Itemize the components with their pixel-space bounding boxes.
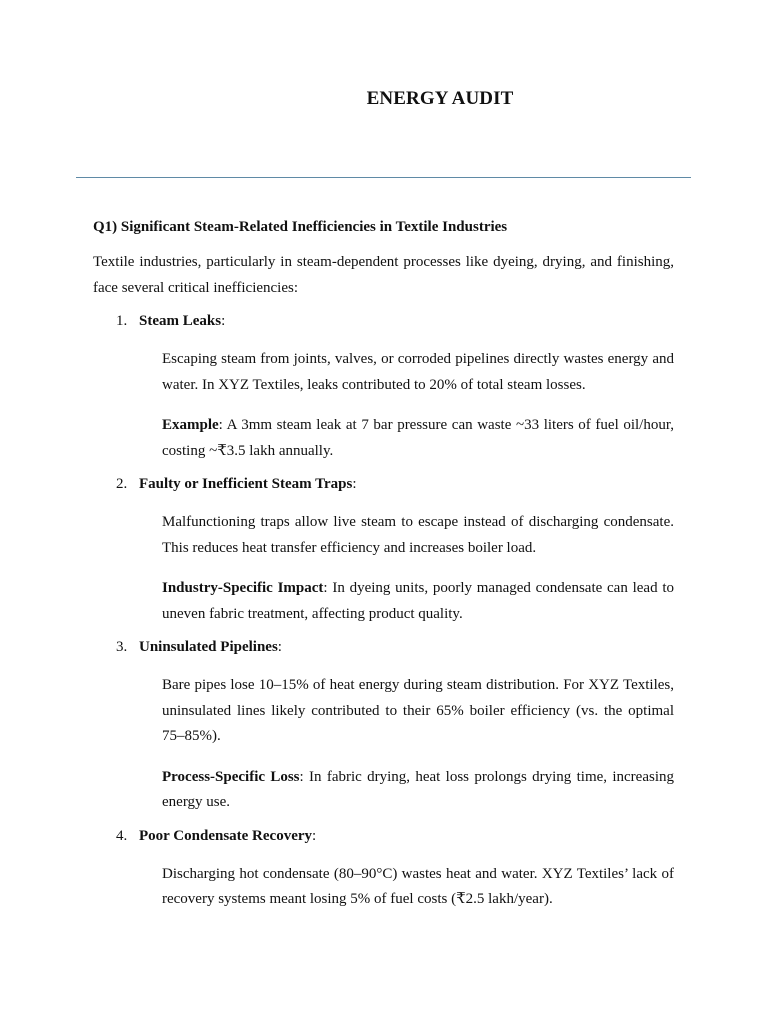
question-heading: Q1) Significant Steam-Related Inefficiencies in Textile Industries	[93, 219, 508, 235]
paragraph-lead: Process-Specific Loss	[162, 768, 300, 785]
list-item-steam-leaks	[93, 310, 674, 332]
list-item-title: Uninsulated Pipelines	[139, 639, 278, 655]
list-item-title: Poor Condensate Recovery	[139, 827, 313, 844]
list-number: 3.	[116, 639, 128, 655]
paragraph-lead: Industry-Specific Impact	[162, 580, 324, 596]
list-number: 1.	[116, 313, 128, 329]
item-paragraph	[162, 413, 674, 464]
list-item-uninsulated-pipelines	[93, 636, 674, 658]
list-item-condensate-recovery	[93, 825, 674, 847]
list-item-colon: :	[312, 827, 317, 844]
intro-paragraph: Textile industries, particularly in steam-dependent processes like dyeing, drying, and finishing, face several critical inefficiencies:	[93, 254, 674, 296]
item-paragraph: Bare pipes lose 10–15% of heat energy during steam distribution. For XYZ Textiles, uninsulated lines likely contributed to their 65% boiler efficiency (vs. the optimal 75–85%).	[162, 677, 674, 744]
item-paragraph: Discharging hot condensate (80–90°C) wastes heat and water. XYZ Textiles’ lack of recovery systems meant losing 5% of fuel costs (₹2.5 lakh/year).	[162, 865, 674, 907]
item-paragraph	[162, 576, 674, 627]
list-item-colon: :	[221, 313, 226, 329]
list-item-steam-traps	[93, 473, 674, 495]
item-paragraph	[162, 765, 674, 816]
item-paragraph: Escaping steam from joints, valves, or corroded pipelines directly wastes energy and water. In XYZ Textiles, leaks contributed to 20% of total steam losses.	[162, 351, 674, 393]
list-item-colon: :	[277, 639, 282, 655]
document-body	[93, 216, 674, 922]
list-number: 4.	[116, 827, 128, 844]
document-title: ENERGY AUDIT	[366, 88, 514, 109]
item-paragraph: Malfunctioning traps allow live steam to escape instead of discharging condensate. This reduces heat transfer efficiency and increases boiler load.	[162, 514, 674, 556]
list-number: 2.	[116, 476, 128, 492]
paragraph-text: : A 3mm steam leak at 7 bar pressure can waste ~33 liters of fuel oil/hour, costing ~₹3.5 lakh annually.	[162, 417, 674, 459]
list-item-colon: :	[352, 476, 357, 492]
horizontal-divider	[76, 177, 691, 178]
paragraph-text: : In dyeing units, poorly managed condensate can lead to uneven fabric treatment, affecting product quality.	[162, 580, 674, 622]
paragraph-text: : In fabric drying, heat loss prolongs drying time, increasing energy use.	[162, 768, 675, 810]
list-item-title: Faulty or Inefficient Steam Traps	[139, 476, 353, 492]
paragraph-lead: Example	[162, 417, 219, 433]
list-item-title: Steam Leaks	[139, 313, 222, 329]
